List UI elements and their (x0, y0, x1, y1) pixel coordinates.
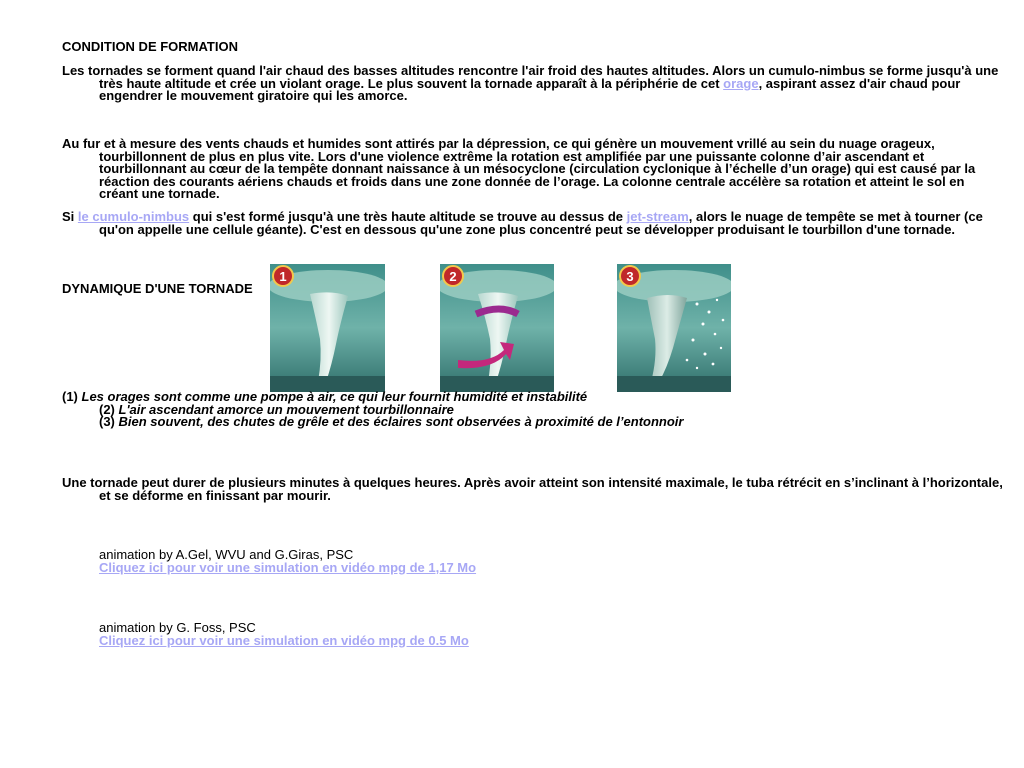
caption-2-text: L'air ascendant amorce un mouvement tourbillonnaire (118, 401, 454, 417)
caption-1-num: (1) (62, 389, 82, 404)
caption-1-text: Les orages sont comme une pompe à air, ce qui leur fournit humidité et instabilité (81, 389, 588, 404)
p3-start: Si (62, 209, 78, 224)
badge-3: 3 (626, 269, 634, 284)
tornado-stage-2-image (440, 264, 554, 392)
cumulo-nimbus-link[interactable]: le cumulo-nimbus (77, 209, 190, 224)
p3-mid: qui s'est formé jusqu'à une très haute altitude se trouve au dessus de (189, 209, 627, 224)
caption-3-text: Bien souvent, des chutes de grêle et des éclaires sont observées à proximité de l’entonnoir (118, 414, 684, 430)
captions (62, 391, 967, 429)
caption-3 (62, 416, 967, 429)
paragraph-duree: Une tornade peut durer de plusieurs minutes à quelques heures. Après avoir atteint son intensité maximale, le tuba rétrécit en s’inclinant à l’horizontale, et se déforme en finissant par mourir. (62, 475, 1003, 503)
tornado-stage-3-image (617, 264, 731, 392)
jet-stream-link[interactable]: jet-stream (626, 209, 689, 224)
paragraph-mesocyclone: Au fur et à mesure des vents chauds et humides sont attirés par la dépression, ce qui génère un mouvement vrillé au sein du nuage orageux, tourbillonnent de plus en plus vite. Lors d'une violence extrême la rotation est amplifiée par une puissante colonne d’air ascendant et tourbillonnant au cœur de la tempête donnant naissance à un mésocyclone (circulation cyclonique à l’échelle d’un orage) qui est causé par la réaction des courants aériens chauds et froids dans une zone donnée de l’orage. La colonne centrale accélère sa rotation et atteint le sol en créant une tornade. (62, 136, 976, 202)
caption-3-num: (3) (99, 414, 119, 430)
section-title-condition: CONDITION DE FORMATION (62, 39, 238, 54)
paragraph-formation-end: , aspirant assez d'air chaud pour engendrer le mouvement giratoire qui les amorce. (99, 75, 961, 104)
p3-end: , alors le nuage de tempête se met à tourner (ce qu'on appelle une cellule géante). C'est en dessous qu'une zone plus concentré peut se développer produisant le tourbillon d'une tornade. (99, 209, 983, 237)
caption-2-num: (2) (99, 401, 119, 417)
video-link-1[interactable]: Cliquez ici pour voir une simulation en vidéo mpg de 1,17 Mo (99, 559, 477, 575)
animation-1-credit: animation by A.Gel, WVU and G.Giras, PSC (99, 547, 354, 562)
paragraph-formation (62, 65, 1004, 103)
orage-link[interactable]: orage (723, 75, 759, 91)
animation-1 (62, 549, 967, 574)
paragraph-jet-stream (62, 211, 1004, 236)
section-title-dynamique: DYNAMIQUE D'UNE TORNADE (62, 281, 253, 296)
animation-2 (62, 622, 967, 647)
video-link-2[interactable]: Cliquez ici pour voir une simulation en vidéo mpg de 0.5 Mo (99, 632, 469, 648)
badge-2: 2 (449, 269, 457, 284)
badge-1: 1 (279, 269, 287, 284)
paragraph-formation-text: Les tornades se forment quand l'air chaud des basses altitudes rencontre l'air froid des hautes altitudes. Alors un cumulo-nimbus se forme jusqu'à une très haute altitude et crée un violant orage. Le plus souvent la tornade apparaît à la périphérie de cet (62, 63, 999, 91)
tornado-stage-1-image (270, 264, 385, 392)
animation-2-credit: animation by G. Foss, PSC (99, 620, 256, 635)
